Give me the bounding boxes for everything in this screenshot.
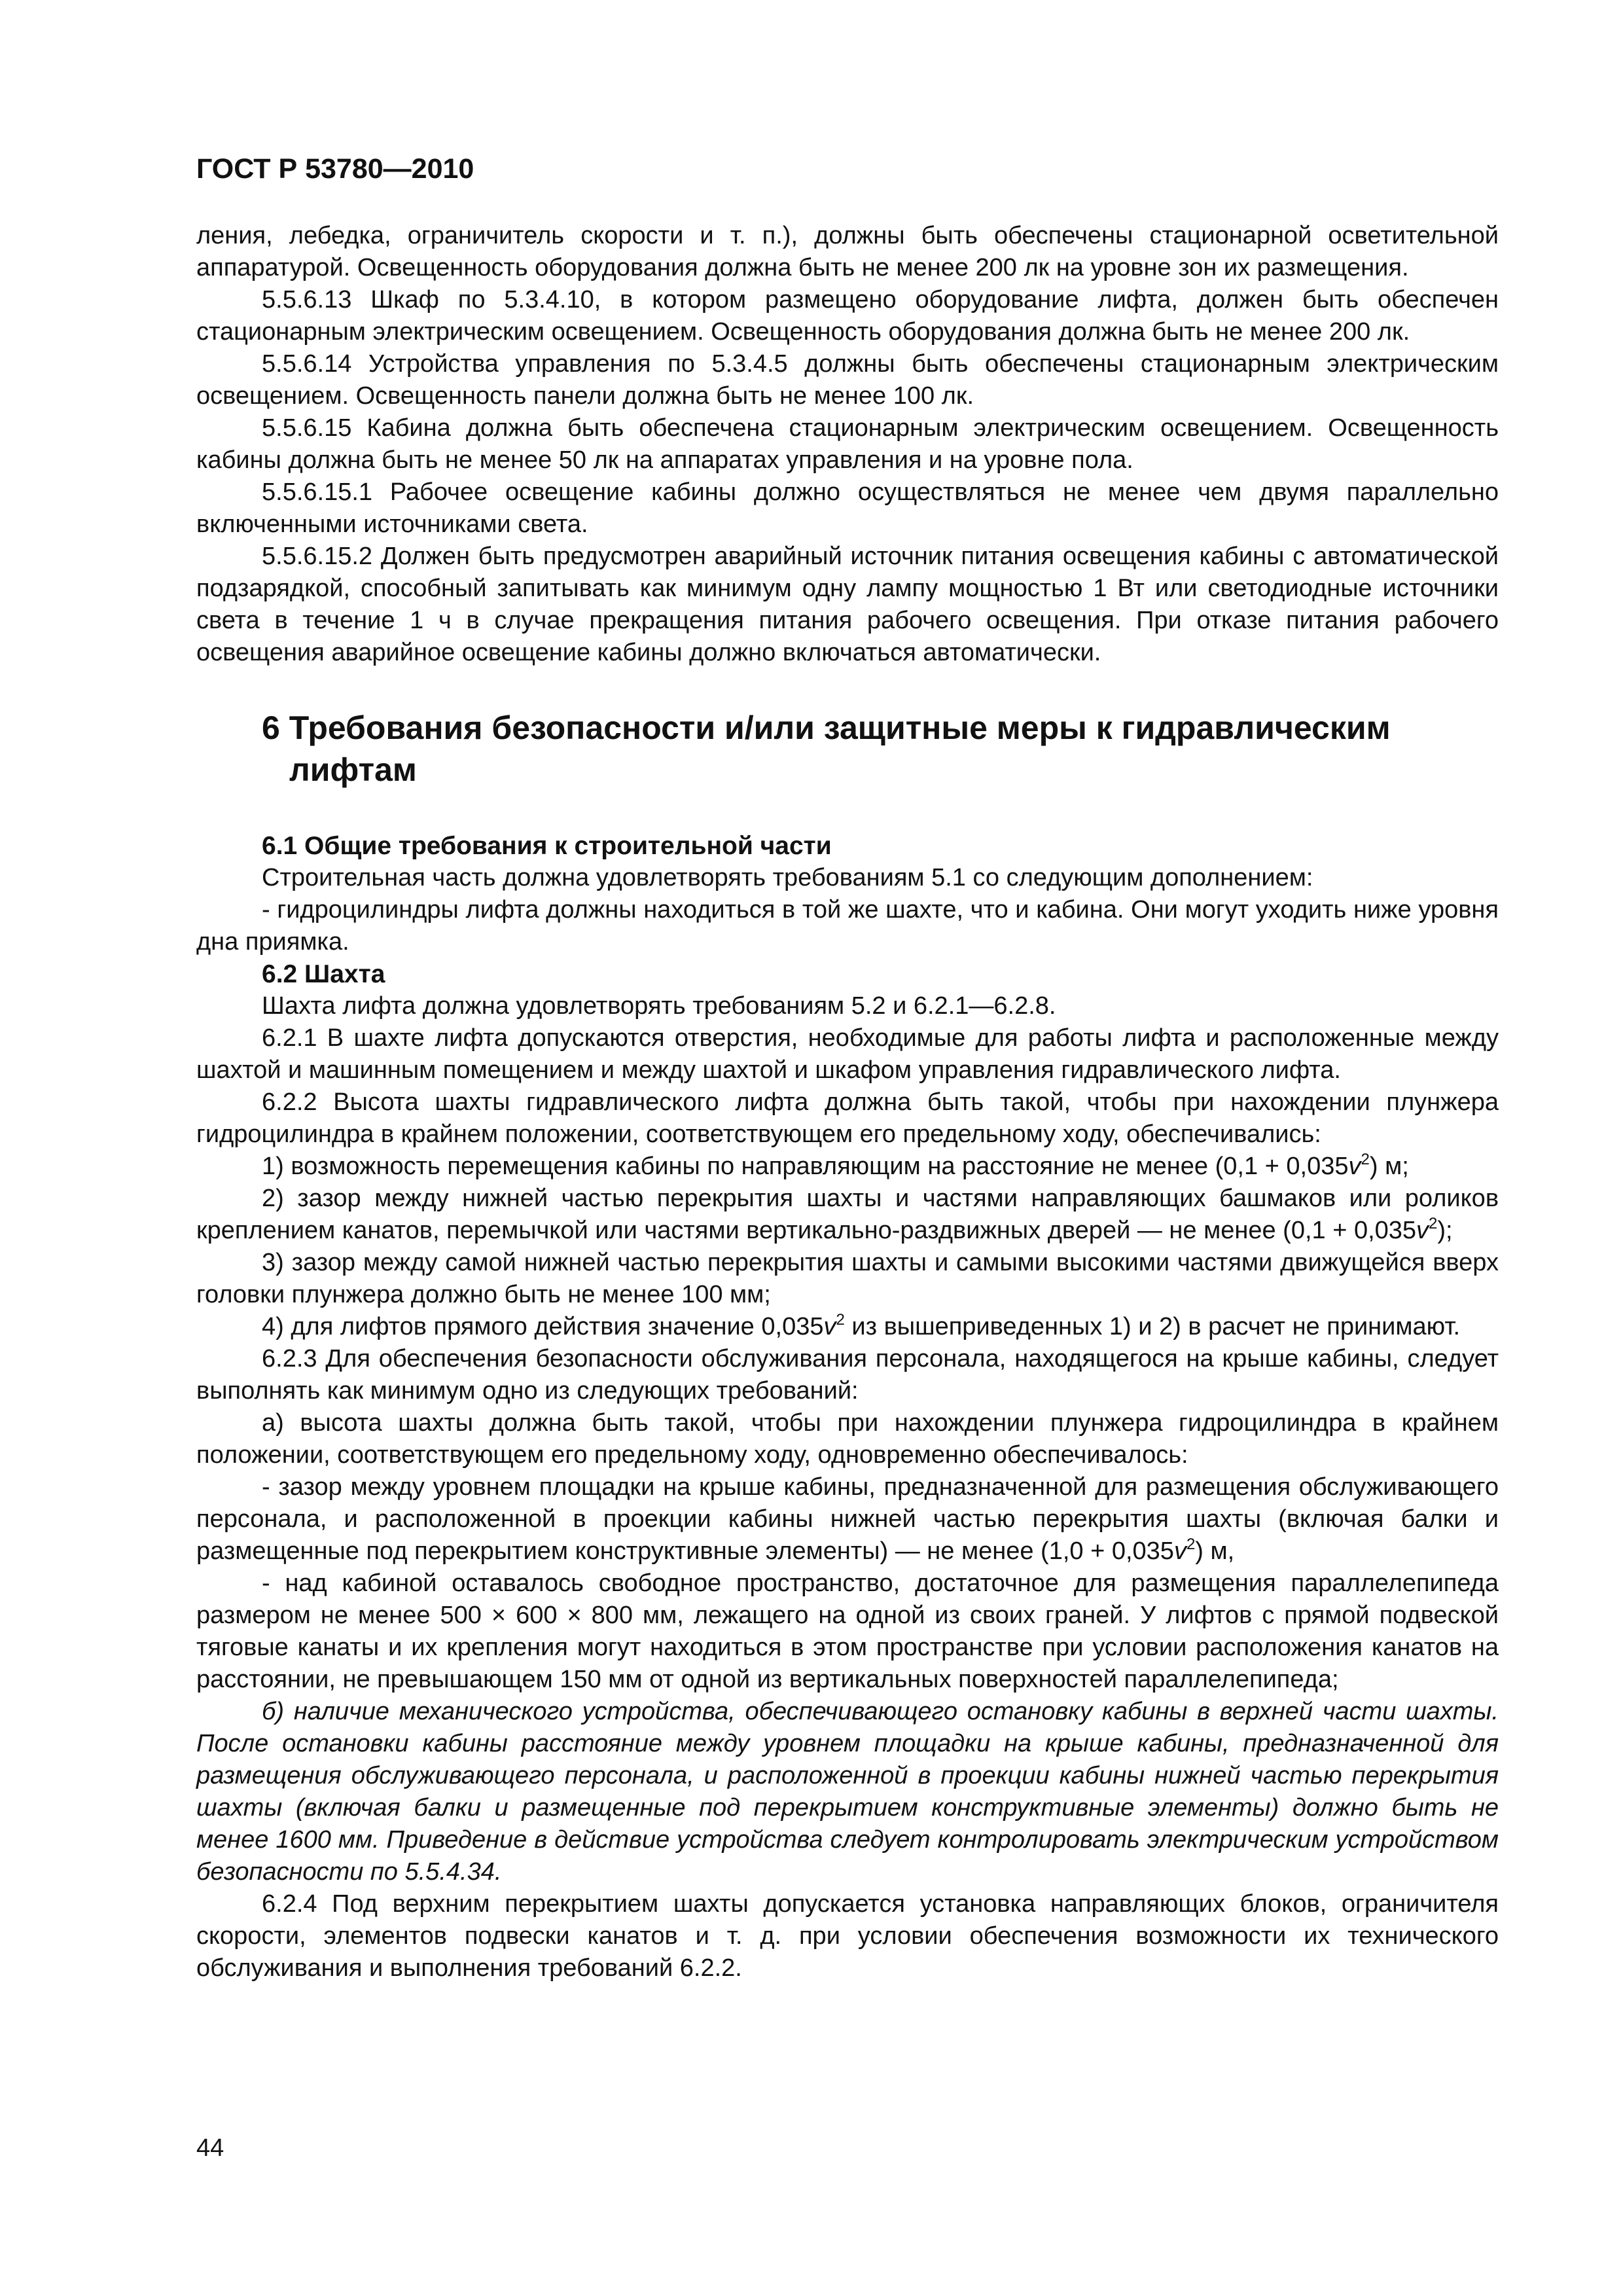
paragraph-5-5-6-15-1: 5.5.6.15.1 Рабочее освещение кабины должно осуществляться не менее чем двумя параллельно включенными источниками света. [196, 478, 1499, 538]
paragraph-6-2-2-item-2: 2) зазор между нижней частью перекрытия шахты и частями направляющих башмаков или роликов креплением канатов, перемычкой или частями вертикально-раздвижных дверей — не менее $(0,1 + 0,035v^2)$; [196, 1185, 1499, 1244]
paragraph-6-2-1: 6.2.1 В шахте лифта допускаются отверстия, необходимые для работы лифта и расположенные между шахтой и машинным помещением и между шахтой и шкафом управления гидравлического лифта. [196, 1024, 1499, 1084]
paragraph-6-2-3-a-dash-1: - зазор между уровнем площадки на крыше кабины, предназначенной для размещения обслуживающего персонала, и расположенной в проекции кабины нижней частью перекрытия шахты (включая балки и размещенные под перекрытием конструктивные элементы) — не менее $(1,0 + 0,035v^2)$ м, [196, 1473, 1499, 1565]
paragraph-6-2-3-b: б) наличие механического устройства, обеспечивающего остановку кабины в верхней части шахты. После остановки кабины расстояние между уровнем площадки на крыше кабины, предназначенной для размещения обслуживающего персонала, и расположенной в проекции кабины нижней частью перекрытия шахты (включая балки и размещенные под перекрытием конструктивные элементы) должно быть не менее 1600 мм. Приведение в действие устройства следует контролировать электрическим устройством безопасности по 5.5.4.34. [196, 1698, 1499, 1886]
paragraph-6-2-2-item-3: 3) зазор между самой нижней частью перекрытия шахты и самыми высокими частями движущейся вверх головки плунжера должно быть не менее 100 мм; [196, 1249, 1499, 1308]
paragraph-5-5-6-13: 5.5.6.13 Шкаф по 5.3.4.10, в котором размещено оборудование лифта, должен быть обеспечен стационарным электрическим освещением. Освещенность оборудования должна быть не менее 200 лк. [196, 286, 1499, 346]
paragraph-6-2-intro: Шахта лифта должна удовлетворять требованиям 5.2 и 6.2.1—6.2.8. [262, 992, 1056, 1020]
paragraph-6-2-3: 6.2.3 Для обеспечения безопасности обслуживания персонала, находящегося на крыше кабины, следует выполнять как минимум одно из следующих требований: [196, 1345, 1499, 1405]
paragraph-6-2-2: 6.2.2 Высота шахты гидравлического лифта должна быть такой, чтобы при нахождении плунжера гидроцилиндра в крайнем положении, соответствующем его предельному ходу, обеспечивались: [196, 1088, 1499, 1148]
paragraph-6-2-2-item-4: 4) для лифтов прямого действия значение $0,035v^2$ из вышеприведенных 1) и 2) в расчет не принимают. [262, 1311, 1461, 1340]
paragraph-6-2-2-item-1: 1) возможность перемещения кабины по направляющим на расстояние не менее $(0,1 + 0,035v^2)$ м; [262, 1151, 1409, 1180]
paragraph-6-2-3-a-dash-2: - над кабиной оставалось свободное пространство, достаточное для размещения параллелепипеда размером не менее 500 × 600 × 800 мм, лежащего на одной из своих граней. У лифтов с прямой подвеской тяговые канаты и их крепления могут находиться в этом пространстве при условии расположения канатов на расстоянии, не превышающем 150 мм от одной из вертикальных поверхностей параллелепипеда; [196, 1570, 1499, 1693]
paragraph-6-1-intro: Строительная часть должна удовлетворять требованиям 5.1 со следующим дополнением: [262, 864, 1313, 891]
paragraph-5-5-6-14: 5.5.6.14 Устройства управления по 5.3.4.5 должны быть обеспечены стационарным электрическим освещением. Освещенность панели должна быть не менее 100 лк. [196, 350, 1499, 410]
paragraph-6-1-item: - гидроцилиндры лифта должны находиться в той же шахте, что и кабина. Они могут уходить ниже уровня дна приямка. [196, 896, 1499, 956]
page-number: 44 [196, 2134, 224, 2162]
document-code-header: ГОСТ Р 53780—2010 [196, 153, 474, 185]
paragraph-5-5-6-15-2: 5.5.6.15.2 Должен быть предусмотрен аварийный источник питания освещения кабины с автоматической подзарядкой, способный запитывать как минимум одну лампу мощностью 1 Вт или светодиодные источники света в течение 1 ч в случае прекращения питания рабочего освещения. При отказе питания рабочего освещения аварийное освещение кабины должно включаться автоматически. [196, 543, 1499, 666]
section-6-title: 6 Требования безопасности и/или защитные меры к гидравлическим лифтам [262, 709, 1391, 788]
subsection-6-2-title: 6.2 Шахта [262, 960, 385, 988]
paragraph-continuation: ления, лебедка, ограничитель скорости и т. п.), должны быть обеспечены стационарной осветительной аппаратурой. Освещенность оборудования должна быть не менее 200 лк на уровне зон их размещения. [196, 222, 1499, 281]
subsection-6-1-title: 6.1 Общие требования к строительной части [262, 832, 832, 860]
paragraph-5-5-6-15: 5.5.6.15 Кабина должна быть обеспечена стационарным электрическим освещением. Освещенность кабины должна быть не менее 50 лк на аппаратах управления и на уровне пола. [196, 414, 1499, 474]
paragraph-6-2-4: 6.2.4 Под верхним перекрытием шахты допускается установка направляющих блоков, ограничителя скорости, элементов подвески канатов и т. д. при условии обеспечения возможности их технического обслуживания и выполнения требований 6.2.2. [196, 1890, 1499, 1982]
paragraph-6-2-3-a: а) высота шахты должна быть такой, чтобы при нахождении плунжера гидроцилиндра в крайнем положении, соответствующем его предельному ходу, одновременно обеспечивалось: [196, 1409, 1499, 1469]
document-page [196, 151, 1499, 1984]
